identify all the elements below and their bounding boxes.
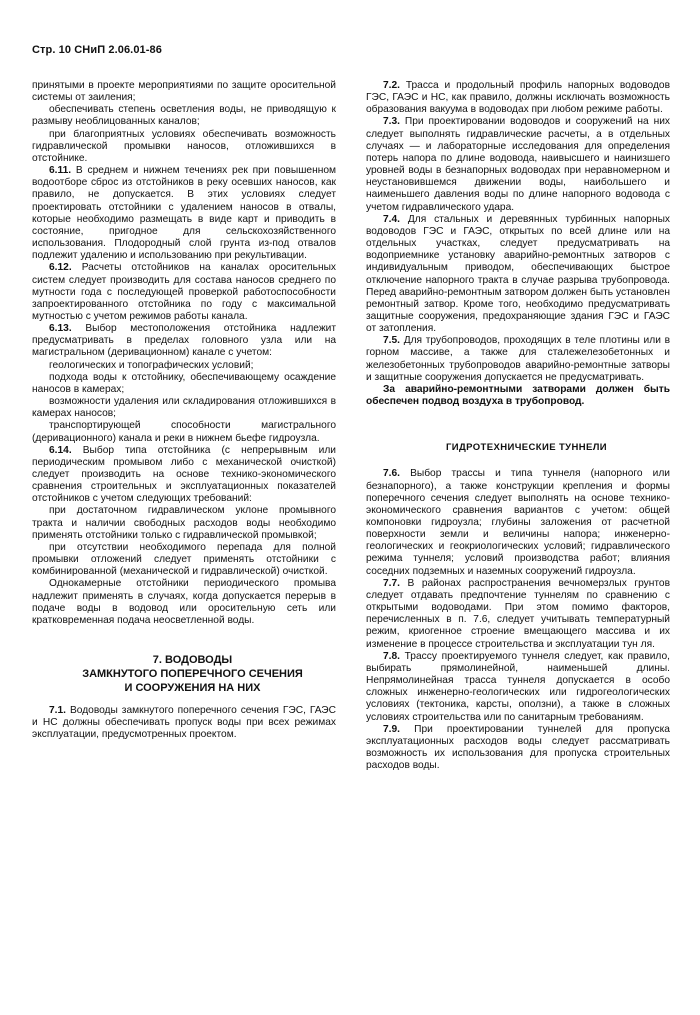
clause-number: 6.12. [49,262,72,274]
clause-text: Водоводы замкнутого поперечного сечения ГЭС, ГАЭС и НС должны обеспечивать пропуск воды при всех режимах эксплуатации, предусмотренных проектом. [32,705,336,741]
list-item: геологических и топографических условий; [49,359,254,371]
spacer [32,695,336,705]
spacer [32,627,336,653]
clause-7-2 [366,80,670,116]
page-header: Стр. 10 СНиП 2.06.01-86 [32,44,162,56]
spacer [366,408,670,442]
clause-text: Для трубопроводов, проходящих в теле плотины или в горном массиве, а также для сталежелезобетонных и железобетонных трубопроводов аварийно-ремонтные затворы и защитные сооружения допускается не предусматривать. [366,335,670,383]
clause-text: В среднем и нижнем течениях рек при повышенном водоотборе сброс из отстойников в реку осевших наносов, как правило, не допускается. В этих условиях следует проектировать отстойники с удалением наносов в отвалы, которые необходимо размещать в виде карт и приводить в состояние, пригодное для сельскохозяйственного использования. Плодородный слой грунта из-под отвалов подлежит удалению и использованию при рекультивации. [32,165,336,262]
clause-7-1 [32,705,336,741]
list-item: при достаточном гидравлическом уклоне промывного тракта и наличии свободных расходов воды необходимо применять отстойники только с гидравлической промывкой; [32,505,336,541]
spacer [366,454,670,468]
paragraph: Однокамерные отстойники периодического промыва надлежит применять в случаях, когда допускается перерыв в подаче воды в водовод или оросительную сеть или кратковременная подача неосветленной воды. [32,578,336,626]
clause-7-3 [366,116,670,213]
clause-text: Выбор типа отстойника (с непрерывным или периодическим промывом либо с механической очисткой) следует производить на основе технико-экономического сравнения строительных и эксплуатационных показателей отстойников с учетом следующих требований: [32,444,336,505]
clause-7-8 [366,651,670,724]
list-item: при отсутствии необходимого перепада для полной промывки отложений следует применять отстойники с комбинированной (механической и гидравлической) очисткой. [32,541,336,578]
clause-text: При проектировании водоводов и сооружений на них следует выполнять гидравлические расчеты, а в отдельных случаях — и лабораторные исследования для определения потерь напора по длине водовода, наивысшего и наинизшего уровней воды в безнапорных водоводах при неравномерном и неустановившемся движении воды, наибольшего и наименьшего давления воды по длине напорного водовода с учетом гидравлического удара. [366,116,670,213]
clause-number: 7.1. [49,705,66,717]
section-title-line-1: 7. ВОДОВОДЫ [152,654,233,667]
clause-text: При проектировании туннелей для пропуска эксплуатационных расходов воды следует рассматривать возможность их использования для пропуска строительных расходов воды. [366,723,670,772]
clause-number: 7.4. [383,213,400,225]
clause-7-7 [366,578,670,651]
clause-7-6 [366,468,670,577]
subsection-title: ГИДРОТЕХНИЧЕСКИЕ ТУННЕЛИ [445,442,608,454]
clause-number: 7.3. [383,116,400,128]
clause-number: 7.2. [383,80,400,91]
clause-text: Выбор местоположения отстойника надлежит предусматривать в пределах головного узла или на магистральном (деривационном) канале с учетом: [32,323,336,359]
clause-6-14 [32,445,336,506]
right-column [366,80,670,772]
list-item: подхода воды к отстойнику, обеспечивающему осаждение наносов в камерах; [32,371,336,395]
section-title-line-2: ЗАМКНУТОГО ПОПЕРЕЧНОГО СЕЧЕНИЯ [82,668,303,681]
clause-text: Трассу проектируемого туннеля следует, как правило, выбирать прямолинейной, наименьшей длины. Непрямолинейная трасса туннеля допускается в особо сложных инженерно-геологических или гидрогеологических условиях (тектоника, карсты, оползни), а также в сложных условиях строительства или по санитарным требованиям. [366,650,670,723]
section-title-line-3: И СООРУЖЕНИЯ НА НИХ [124,682,261,695]
list-item: возможности удаления или складирования отложившихся в камерах наносов; [32,396,336,420]
clause-number: 7.6. [383,468,400,480]
clause-text: Для стальных и деревянных турбинных напорных водоводов ГЭС и ГАЭС, открытых по всей длине или на отдельных участках, следует предусматривать на водоприемнике установку аварийно-ремонтных затворов с индивидуальным приводом, обеспечивающих быстрое отключение напорного тракта в случае разрыва трубопровода. Перед аварийно-ремонтным затвором должен быть установлен ремонтный затвор. Кроме того, необходимо предусматривать защитные сооружения, предохраняющие здания ГЭС и ГАЭС от затопления. [366,213,670,335]
paragraph: обеспечивать степень осветления воды, не приводящую к размыву необлицованных каналов; [32,104,336,128]
clause-7-5 [366,335,670,384]
clause-7-9 [366,724,670,773]
clause-number: 7.8. [383,650,400,662]
clause-text: Расчеты отстойников на каналах оросительных систем следует производить для состава наносов среднего по мутности года с последующей проверкой работоспособности запроектированного отстойника по году с максимальной мутностью с учетом режимов работы канала. [32,262,336,322]
clause-text: Трасса и продольный профиль напорных водоводов ГЭС, ГАЭС и НС, как правило, должны исключать возможность образования вакуума в водоводах при любом режиме работы. [366,80,670,116]
clause-number: 7.5. [383,335,400,347]
clause-number: 7.9. [383,723,400,735]
clause-number: 7.7. [383,577,400,589]
clause-6-11 [32,165,336,262]
clause-6-12 [32,262,336,323]
clause-number: 6.13. [49,323,72,335]
left-column [32,80,336,742]
clause-6-13 [32,323,336,359]
list-item: транспортирующей способности магистрального (деривационного) канала и реки в нижнем бьефе гидроузла. [32,420,336,444]
clause-7-4 [366,214,670,336]
clause-number: 6.11. [49,165,72,177]
clause-text: Выбор трассы и типа туннеля (напорного или безнапорного), а также конструкции крепления и формы поперечного сечения следует выполнять на основе технико-экономического сравнения вариантов с учетом: общей компоновки гидроузла; глубины заложения от расчетной поверхности земли и величины напора; инженерно-геологических и геокриологических условий; гидравлического режима туннеля; условий производства работ; влияния соседних подземных и наземных сооружений гидроузла. [366,468,670,577]
paragraph: при благоприятных условиях обеспечивать возможность гидравлической промывки наносов, отложившихся в отстойнике. [32,128,336,164]
clause-text: В районах распространения вечномерзлых грунтов следует отдавать предпочтение туннелям по сравнению с открытыми водоводами. При этом помимо факторов, перечисленных в п. 7.6, следует учитывать температурный режим, криогенное строение вмещающего массива и их изменение в процессе строительства и эксплуатации тун ля. [366,577,670,650]
paragraph: За аварийно-ремонтными затворами должен быть обеспечен подвод воздуха в трубопровод. [366,383,670,408]
paragraph: принятыми в проекте мероприятиями по защите оросительной системы от заиления; [32,80,336,104]
clause-number: 6.14. [49,444,72,456]
